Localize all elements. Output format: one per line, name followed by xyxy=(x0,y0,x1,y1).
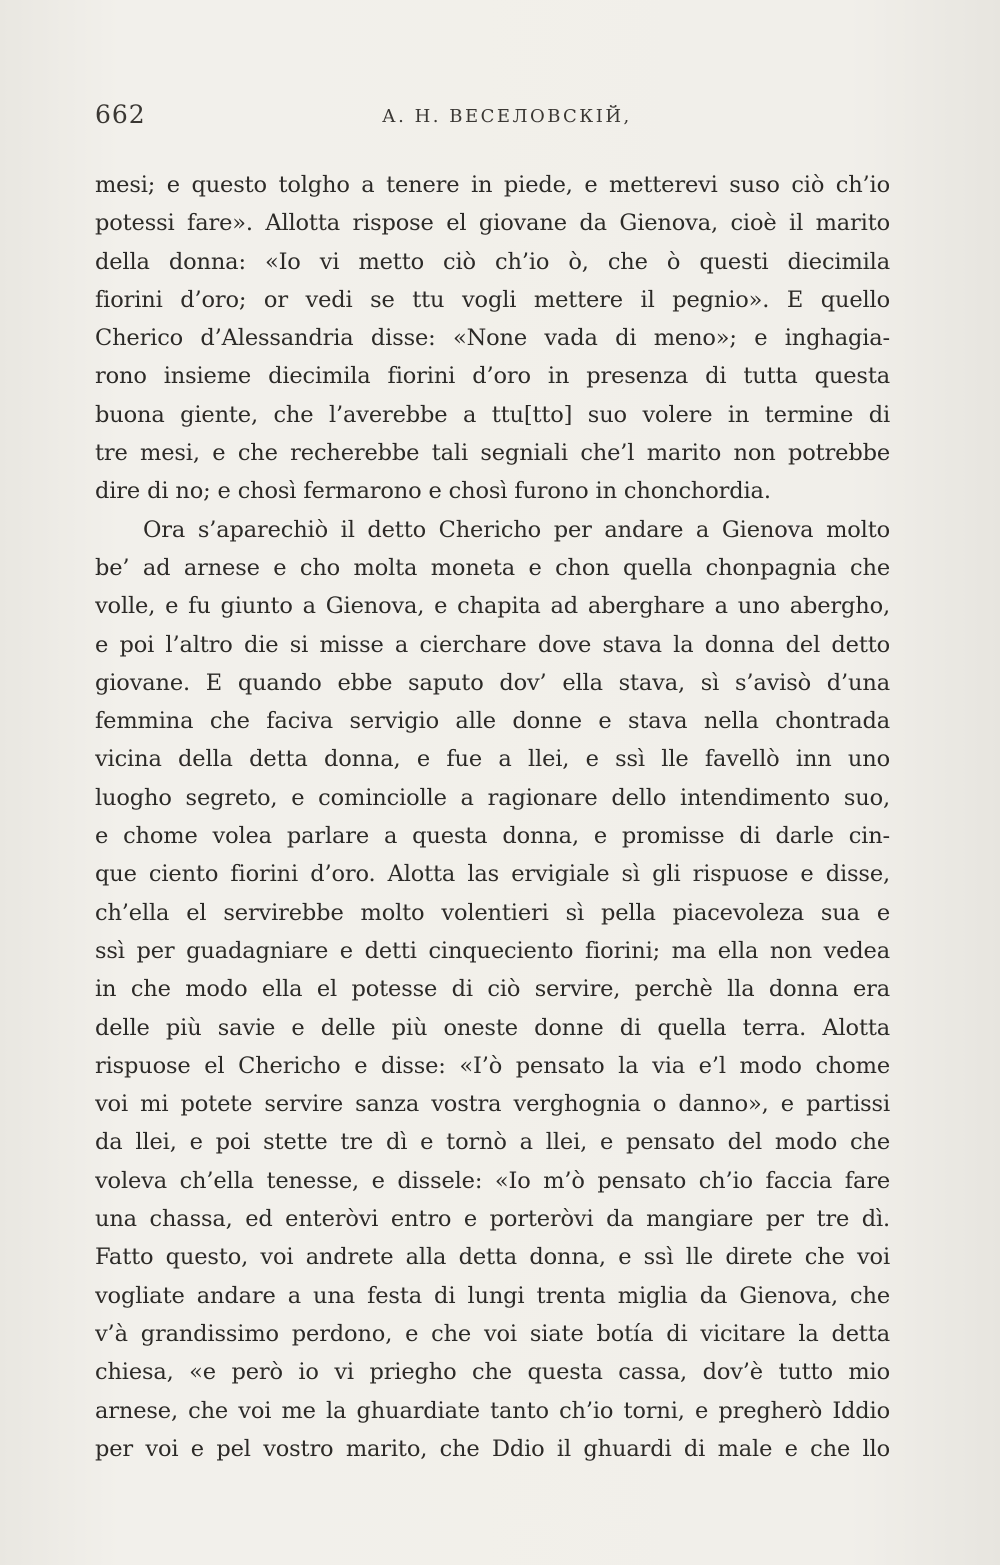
text-line: be’ ad arnese e cho molta moneta e chon quella chonpagnia che xyxy=(95,554,890,581)
text-line: voleva ch’ella tenesse, e disselе: «Io m’ò pensato ch’io faccia fare xyxy=(95,1167,890,1194)
text-line: e chome volea parlare a questa donna, e promisse di darle cin- xyxy=(95,823,890,850)
text-line: vogliate andare a una festa di lungi trenta miglia da Gienova, che xyxy=(95,1282,890,1309)
text-line: luogho segreto, e cominciolle a ragionare dello intendimento suo, xyxy=(95,784,890,811)
text-line: chiesa, «e però io vi priegho che questa cassa, dov’è tutto mio xyxy=(95,1359,890,1386)
text-line: fiorini d’oro; or vedi se ttu vogli mettere il pegnio». E quello xyxy=(95,286,890,313)
text-line: Fatto questo, voi andrete alla detta donna, e ssì lle direte che voi xyxy=(95,1244,890,1271)
text-line: giovane. E quando ebbe saputo dov’ ella stava, sì s’avisò d’una xyxy=(95,669,890,696)
text-line: in che modo ella el potesse di ciò servire, perchè lla donna era xyxy=(95,976,890,1003)
text-line: vicina della detta donna, e fue a llei, e ssì lle favellò inn uno xyxy=(95,746,890,773)
text-line: v’à grandissimo perdono, e che voi siate botía di vicitare la detta xyxy=(95,1320,890,1347)
text-line: volle, e fu giunto a Gienova, e chapita ad aberghare a uno abergho, xyxy=(95,593,890,620)
text-line: delle più savie e delle più oneste donne di quella terra. Alotta xyxy=(95,1014,890,1041)
text-line: Cherico d’Alessandria disse: «None vada di meno»; e inghagia- xyxy=(95,325,890,352)
text-line: ssì per guadagniare e detti cinqueciento fiorini; ma ella non vedea xyxy=(95,937,890,964)
page-number: 662 xyxy=(95,100,146,129)
text-line: per voi e pel vostro marito, che Ddio il ghuardi di male e che llo xyxy=(95,1435,890,1462)
text-line: tre mesi, e che recherebbe tali segniali che’l marito non potrebbe xyxy=(95,440,890,467)
text-line: una chassa, ed enteròvi entro e porteròvi da mangiare per tre dì. xyxy=(95,1206,890,1233)
running-head xyxy=(95,100,890,136)
body-text xyxy=(95,166,890,1468)
text-line: rono insieme diecimila fiorini d’oro in presenza di tutta questa xyxy=(95,363,890,390)
text-line: rispuose el Chericho e disse: «I’ò pensato la via e’l modo chome xyxy=(95,1052,890,1079)
paragraph-start-line: Ora s’aparechiò il detto Chericho per andare a Gienova molto xyxy=(143,516,890,543)
paragraph-end-line: dire di no; e chosì fermarono e chosì furono in chonchordia. xyxy=(95,478,771,505)
text-line: ch’ella el servirebbe molto volentieri sì pella piacevoleza sua e xyxy=(95,899,890,926)
text-line: femmina che faciva servigio alle donne e stava nella chontrada xyxy=(95,708,890,735)
text-line: buona giente, che l’averebbe a ttu[tto] suo volere in termine di xyxy=(95,401,890,428)
text-line: que ciento fiorini d’oro. Alotta las ervigiale sì gli rispuose e disse, xyxy=(95,861,890,888)
text-line: voi mi potete servire sanza vostra verghognia o danno», e partissi xyxy=(95,1091,890,1118)
text-line: e poi l’altro die si misse a cierchare dove stava la donna del detto xyxy=(95,631,890,658)
running-head-title: А. Н. ВЕСЕЛОВСКІЙ, xyxy=(382,106,632,127)
text-line: da llei, e poi stette tre dì e tornò a llei, e pensato del modo che xyxy=(95,1129,890,1156)
text-line: arnese, che voi me la ghuardiate tanto ch’io torni, e pregherò Iddio xyxy=(95,1397,890,1424)
text-line: mesi; e questo tolgho a tenere in piede, e metterevi suso ciò ch’io xyxy=(95,172,890,198)
text-line: della donna: «Io vi metto ciò ch’io ò, che ò questi diecimila xyxy=(95,248,890,275)
text-line: potessi fare». Allotta rispose el giovane da Gienova, cioè il marito xyxy=(95,210,890,237)
